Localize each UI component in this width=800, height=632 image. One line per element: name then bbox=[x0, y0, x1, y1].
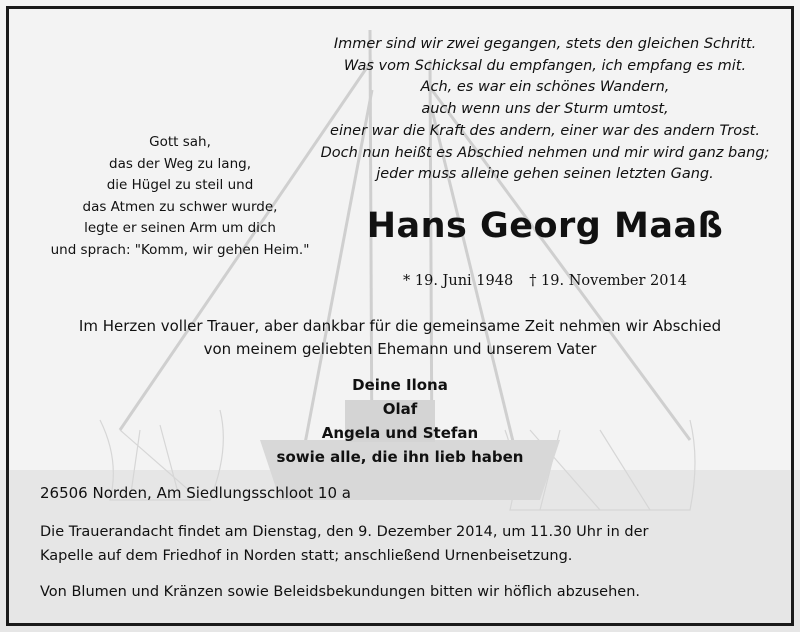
service-line: Kapelle auf dem Friedhof in Norden statt; anschließend Urnenbeisetzung. bbox=[40, 548, 573, 564]
announcement-line: von meinem geliebten Ehemann und unserem Vater bbox=[203, 340, 597, 358]
poem-right bbox=[300, 34, 790, 186]
poem-line: Gott sah, bbox=[149, 134, 211, 150]
mourner: Angela und Stefan bbox=[321, 424, 479, 442]
birth-date: * 19. Juni 1948 bbox=[403, 273, 514, 289]
poem-line: Ach, es war ein schönes Wandern, bbox=[420, 79, 670, 96]
poem-line: auch wenn uns der Sturm umtost, bbox=[421, 101, 669, 118]
family-address: 26506 Norden, Am Siedlungsschloot 10 a bbox=[40, 484, 351, 502]
mourner: Olaf bbox=[382, 400, 418, 418]
poem-line: Was vom Schicksal du empfangen, ich empfang es mit. bbox=[343, 57, 747, 74]
service-info bbox=[40, 520, 648, 568]
service-line: Die Trauerandacht findet am Dienstag, den 9. Dezember 2014, um 11.30 Uhr in der bbox=[40, 524, 649, 540]
poem-line: das Atmen zu schwer wurde, bbox=[82, 198, 278, 215]
poem-line: einer war die Kraft des andern, einer war des andern Trost. bbox=[330, 122, 760, 139]
life-dates bbox=[300, 273, 790, 289]
poem-line: das der Weg zu lang, bbox=[109, 155, 251, 172]
deceased-name: Hans Georg Maaß bbox=[366, 206, 724, 246]
poem-left bbox=[50, 132, 310, 261]
poem-line: die Hügel zu steil und bbox=[106, 177, 254, 193]
flowers-note: Von Blumen und Kränzen sowie Beleidsbekundungen bitten wir höflich abzusehen. bbox=[40, 584, 641, 600]
poem-line: jeder muss alleine gehen seinen letzten Gang. bbox=[376, 166, 714, 183]
mourners-list bbox=[0, 373, 800, 469]
poem-line: und sprach: "Komm, wir gehen Heim." bbox=[50, 241, 310, 258]
poem-line: legte er seinen Arm um dich bbox=[84, 220, 276, 236]
mourner: sowie alle, die ihn lieb haben bbox=[276, 448, 524, 466]
mourner: Deine Ilona bbox=[352, 376, 448, 394]
poem-line: Doch nun heißt es Abschied nehmen und mir wird ganz bang; bbox=[320, 144, 770, 161]
announcement bbox=[0, 315, 800, 361]
announcement-line: Im Herzen voller Trauer, aber dankbar für die gemeinsame Zeit nehmen wir Abschied bbox=[78, 317, 722, 335]
death-date: † 19. November 2014 bbox=[529, 273, 687, 289]
poem-line: Immer sind wir zwei gegangen, stets den gleichen Schritt. bbox=[333, 36, 757, 52]
